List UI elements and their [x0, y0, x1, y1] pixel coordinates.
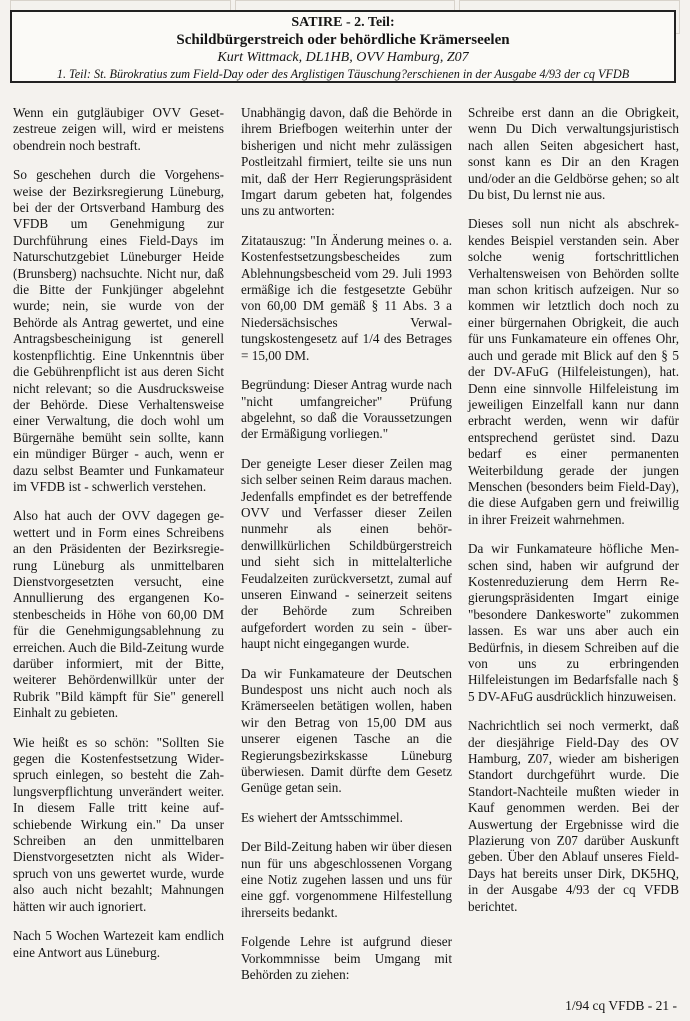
paragraph: Der geneigte Leser dieser Zeilen mag sich selber seinen Reim daraus machen. Jedenfalls empfindet es der betreffende OVV und Verfasser dieser Zeilen nunmehr als einen behördenwillkürlichen Schildbürgerstreich und sieht sich in mittelalterliche Feudalzeiten zurückversetzt, zumal auf unseren Einwand - seinerzeit seitens der Behörde zum Schreiben aufgefordert worden zu sein - überhaupt nicht eingegangen wurde. — [241, 455, 452, 652]
article-body — [13, 105, 677, 987]
paragraph: Nach 5 Wochen Wartezeit kam endlich eine Antwort aus Lüneburg. — [13, 928, 224, 960]
paragraph: Da wir Funkamateure der Deutschen Bundespost uns nicht auch noch als Krämerseelen betätigen wollen, haben wir den Betrag von 15,00 DM aus unserer eigenen Tasche an die Regierungsbezirkskasse Lüneburg überwiesen. Damit dürfte dem Gesetz Genüge getan sein. — [241, 665, 452, 796]
paragraph: Schreibe erst dann an die Obrigkeit, wenn Du Dich verwaltungsjuristisch nach allen Seiten abgesichert hast, sonst kann es Dir an den Kragen und/oder an die Geldbörse gehen; so alt Du bist, Du lernst nie aus. — [468, 105, 679, 203]
section-kicker: SATIRE - 2. Teil: — [291, 15, 395, 30]
paragraph: Da wir Funkamateure höfliche Menschen sind, haben wir aufgrund der Kostenreduzierung dem Herrn Regierungspräsidenten Imgart einige "besondere Dankesworte" zukommen lassen. Es war uns aber auch ein Bedürfnis, in diesem Schreiben auf die von uns zu erbringenden Hilfeleistungen im Bedarfsfalle nach § 5 DV-AFuG ausdrücklich hinzuweisen. — [468, 541, 679, 704]
column-1 — [13, 105, 224, 974]
paragraph: Dieses soll nun nicht als abschrekkendes Beispiel verstanden sein. Aber solche wenig fortschrittlichen Verhaltensweisen von Behörden sollte man schon kritisch aufzeigen. Nur so kommen wir letztlich doch noch zu einer bürgernahen Obrigkeit, die auch für uns Funkamateure ein offenes Ohr, auch und gerade mit Blick auf den § 5 der DV-AFuG (Hilfeleistungen), hat. Denn eine sinnvolle Hilfeleistung im jeweiligen Einzelfall kann nur dann erbracht werden, wenn wir dafür entsprechend gerüstet sind. Dazu bedarf es einer permanenten Weiterbildung gerade der jungen Menschen (besonders beim Field-Day), die diese Aufgaben gern und freiwillig in ihrer Freizeit wahrnehmen. — [468, 216, 679, 527]
article-header — [10, 10, 676, 83]
paragraph: Wie heißt es so schön: "Sollten Sie gegen die Kostenfestsetzung Widerspruch einlegen, so besteht die Zahlungsverpflichtung unverändert weiter. In diesem Falle tritt keine aufschiebende Wirkung ein." Da unser Schreiben an den unmittelbaren Dienstvorgesetzten nicht als Widerspruch von uns gewertet wurde, wurde also auch nicht bezahlt; Mahnungen hätten wir auch ignoriert. — [13, 734, 224, 914]
page-footer: 1/94 cq VFDB - 21 - — [565, 998, 677, 1013]
paragraph: Unabhängig davon, daß die Behörde in ihrem Briefbogen weiterhin unter der bisherigen und nicht mehr zulässigen Postleitzahl firmiert, teilte sie uns nun mit, daß der Herr Regierungspräsident Imgart darum gebeten hat, folgendes uns zu antworten: — [241, 105, 452, 219]
paragraph: Begründung: Dieser Antrag wurde nach "nicht umfangreicher" Prüfung abgelehnt, so daß die Voraussetzungen der Ermäßigung vorliegen." — [241, 377, 452, 442]
article-author: Kurt Wittmack, DL1HB, OVV Hamburg, Z07 — [217, 50, 469, 65]
paragraph: Folgende Lehre ist aufgrund dieser Vorkommnisse beim Umgang mit Behörden zu ziehen: — [241, 934, 452, 983]
paragraph: Zitatauszug: "In Änderung meines o. a. Kostenfestsetzungsbescheides zum Ablehnungsbescheid vom 29. Juli 1993 ermäßige ich die festgesetzte Gebühr von 60,00 DM gemäß § 11 Abs. 3 a Niedersächsisches Verwaltungskostengesetz auf 1/4 des Betrages = 15,00 DM. — [241, 232, 452, 363]
paragraph: Der Bild-Zeitung haben wir über diesen nun für uns abgeschlossenen Vorgang eine Notiz zugehen lassen und uns für eine ggf. vorgenommene Hilfestellung ihrerseits bedankt. — [241, 839, 452, 920]
paragraph: Also hat auch der OVV dagegen gewettert und in Form eines Schreibens an den Präsidenten der Bezirksregierung Lüneburg als unmittelbaren Dienstvorgesetzten versucht, eine Annullierung des ergangenen Kostenbescheids in Höhe von 60,00 DM für die Genehmigungsablehnung zu erreichen. Auch die Bild-Zeitung wurde darüber informiert, mit der Bitte, weiterer Behördenwillkür unter der Rubrik "Bild kämpft für Sie" generell Einhalt zu gebieten. — [13, 508, 224, 721]
paragraph: Nachrichtlich sei noch vermerkt, daß der diesjährige Field-Day des OV Hamburg, Z07, wieder am bisherigen Standort durchgeführt wurde. Die Standort-Nachteile mußten wieder in Kauf genommen werden. Bei der Auswertung der Ergebnisse wird die Plazierung von Z07 darüber Auskunft geben. Über den Ablauf unseres Field-Days hat bereits unser Dirk, DK5HQ, in der Ausgabe 4/93 der cq VFDB berichtet. — [468, 718, 679, 914]
paragraph: Wenn ein gutgläubiger OVV Gesetzestreue zeigen will, wird er meistens obendrein noch bestraft. — [13, 105, 224, 153]
column-3 — [468, 105, 679, 928]
column-2 — [241, 105, 452, 997]
previous-part-note: 1. Teil: St. Bürokratius zum Field-Day oder des Arglistigen Täuschung?erschienen in der Ausgabe 4/93 der cq VFDB — [56, 67, 630, 81]
paragraph: So geschehen durch die Vorgehensweise der Bezirksregierung Lüneburg, bei der der Ortsverband Hamburg des VFDB um Genehmigung zur Durchführung eines Field-Days im Naturschutzgebiet Lüneburger Heide (Brunsberg) nachsuchte. Nicht nur, daß die Bitte der Funkjünger abgelehnt wurde; nein, sie wurde von der Behörde als Antrag gewertet, und eine Antragsbescheinigung ist generell kostenpflichtig. Eine Unkenntnis über die Gebührenpflicht ist aus deren Sicht nicht relevant; so die Ausdrucksweise der Behörde. Diese Verhaltensweise einer Verwaltung, die doch wohl um Bürgernähe bemüht sein sollte, kann ein mündiger Bürger - auch, wenn er dazu selbst Beamter und Funkamateur im VFDB ist - schwerlich verstehen. — [13, 167, 224, 494]
article-title: Schildbürgerstreich oder behördliche Krämerseelen — [176, 32, 510, 48]
paragraph: Es wiehert der Amtsschimmel. — [241, 809, 403, 825]
